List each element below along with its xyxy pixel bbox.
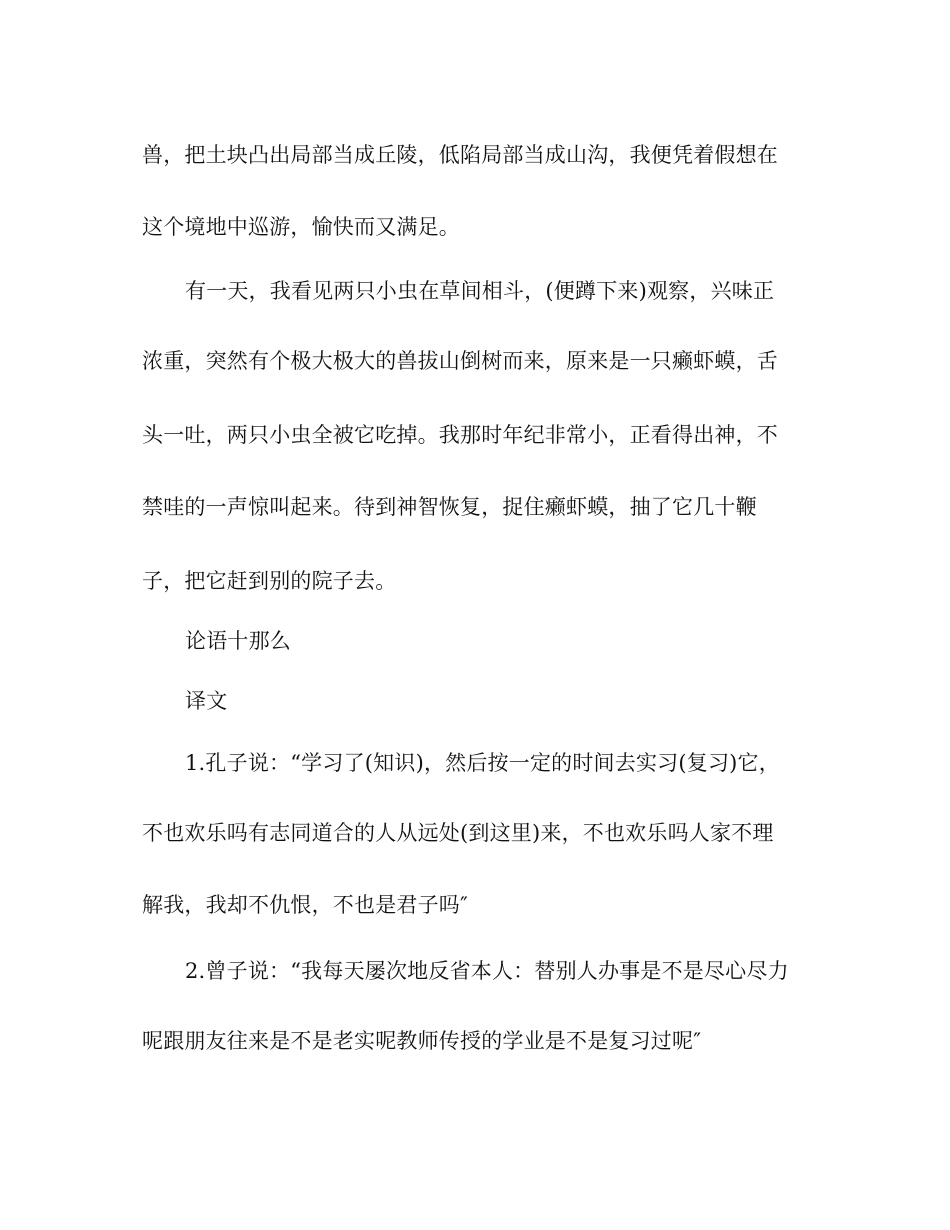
paragraph-start-line: 有一天，我看见两只小虫在草间相斗，(便蹲下来)观察，兴味正	[185, 279, 775, 303]
text-line: 禁哇的一声惊叫起来。待到神智恢复，捉住癞虾蟆，抽了它几十鞭	[142, 495, 757, 519]
paragraph-start-line: 2.曾子说：“我每天屡次地反省本人：替别人办事是不是尽心尽力	[185, 959, 789, 983]
section-heading: 论语十那么	[185, 629, 291, 653]
text-line: 不也欢乐吗有志同道合的人从远处(到这里)来，不也欢乐吗人家不理	[142, 821, 774, 845]
text-line: 头一吐，两只小虫全被它吃掉。我那时年纪非常小，正看得出神，不	[142, 423, 778, 447]
text-line: 兽，把土块凸出局部当成丘陵，低陷局部当成山沟，我便凭着假想在	[142, 143, 778, 167]
paragraph-start-line: 1.孔子说：“学习了(知识)，然后按一定的时间去实习(复习)它，	[185, 751, 780, 775]
text-line: 这个境地中巡游，愉快而又满足。	[142, 215, 460, 239]
section-subheading: 译文	[185, 689, 228, 713]
text-line: 浓重，突然有个极大极大的兽拔山倒树而来，原来是一只癞虾蟆，舌	[142, 349, 778, 373]
text-line: 解我，我却不仇恨，不也是君子吗″	[142, 893, 469, 917]
text-line: 呢跟朋友往来是不是老实呢教师传授的学业是不是复习过呢″	[142, 1029, 702, 1053]
text-line: 子，把它赶到别的院子去。	[142, 569, 397, 593]
